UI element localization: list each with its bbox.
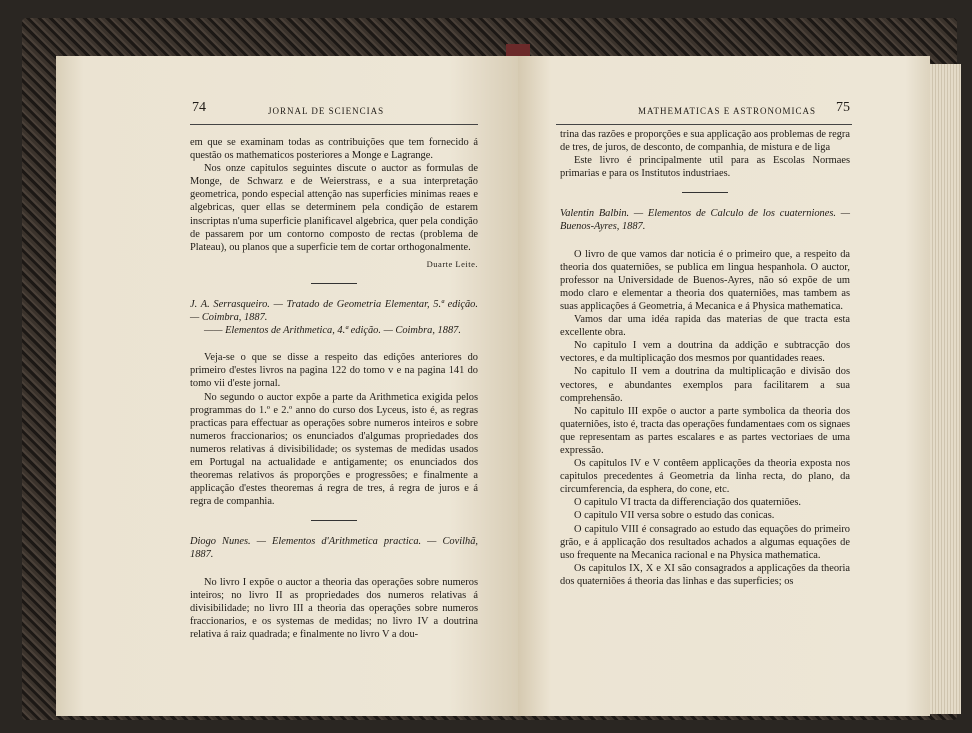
paragraph: O capitulo VII versa sobre o estudo das conicas. [574, 510, 775, 522]
review-heading: Diogo Nunes. — Elementos d'Arithmetica practica. — Covilhã, 1887. [190, 536, 478, 561]
header-rule [556, 124, 852, 125]
signature: Duarte Leite. [426, 258, 478, 269]
paragraph: O capitulo VI tracta da differenciação dos quaterniões. [574, 497, 801, 509]
page-number: 75 [836, 100, 850, 115]
book-spread [22, 18, 957, 720]
paragraph: trina das razões e proporções e sua applicação aos problemas de regra de tres, de juros, de desconto, de companhia, de mistura e de liga [560, 129, 850, 154]
page-number: 74 [192, 100, 206, 115]
paragraph: Nos onze capitulos seguintes discute o auctor as formulas de Monge, de Schwarz e de Weierstrass, e a sua interpretação geometrica, pondo especial attenção nas superficies minimas reaes e algebricas, quer ellas se determinem pela condição de estarem inscriptas n'uma superficie planificavel algebrica, quer pela condição de passarem por um contorno composto de rectas (problema de Plateau), ou planos que a superficie tem de cortar orthogonalmente. [190, 163, 478, 253]
page-edges [928, 64, 961, 714]
paragraph: No capitulo II vem a doutrina da multiplicação e divisão dos vectores, e abundantes exemplos para facilitarem a sua comprehensão. [560, 366, 850, 404]
paragraph: O capitulo VIII é consagrado ao estudo das equações do primeiro grão, e á applicação dos resultados achados a algumas equações de uso frequente na Mecanica racional e na Physica mathematica. [560, 523, 850, 561]
header-rule [190, 124, 478, 125]
review-heading: Valentin Balbin. — Elementos de Calculo de los cuaterniones. — Buenos-Ayres, 1887. [560, 208, 850, 233]
paragraph: Veja-se o que se disse a respeito das edições anteriores do primeiro d'estes livros na pagina 122 do tomo v e na pagina 141 do tomo vii d'este jornal. [190, 352, 478, 390]
review-title: — Tratado de Geometria Elementar, 5.ª edição. — Coimbra, 1887. [190, 298, 478, 324]
paragraph: Este livro é principalmente util para as Escolas Normaes primarias e para os Institutos industriaes. [560, 155, 850, 180]
paragraph: No capitulo I vem a doutrina da addição e subtracção dos vectores, e da multiplicação dos mesmos por quantidades reaes. [560, 340, 850, 365]
paragraph: Os capitulos IV e V contêem applicações da theoria exposta nos capitulos precedentes á Geometria da linha recta, do plano, da circumferencia, da esphera, do cone, etc. [560, 458, 850, 496]
left-page [56, 56, 518, 716]
review-heading [190, 298, 478, 324]
paragraph: Vamos dar uma idéa rapida das materias de que tracta esta excellente obra. [560, 314, 850, 339]
left-header [56, 102, 518, 122]
paragraph: No livro I expõe o auctor a theoria das operações sobre numeros inteiros; no livro II as propriedades dos numeros relativas á divisibilidade; no livro III a theoria das operações sobre numeros fraccionarios, e os systemas de medidas; no livro IV a doutrina relativa á raiz quadrada; e finalmente no livro V a dou- [190, 576, 478, 640]
separator [682, 192, 728, 193]
paragraph: Os capitulos IX, X e XI são consagrados a applicações da theoria dos quaterniões á theoria das linhas e das superficies; os [560, 562, 850, 587]
running-head: MATHEMATICAS E ASTRONOMICAS [638, 106, 817, 116]
paragraph: No capitulo III expõe o auctor a parte symbolica da theoria dos quaterniões, isto é, tracta das operações fundamentaes com os signaes que representam as partes escalares e as partes vectoriaes de uma expressão. [560, 405, 850, 456]
paragraph: No segundo o auctor expõe a parte da Arithmetica exigida pelos programmas do 1.º e 2.º anno do curso dos Lyceus, isto é, as regras practicas para effectuar as operações sobre numeros inteiros e sobre numeros fraccionarios; os enunciados d'algumas propriedades dos numeros relativas á divisibilidade; os systemas de medidas usados em Portugal na actualidade e antigamente; os enunciados dos theoremas relativos ás proporções e progressões; e finalmente a applicação d'estes theoremas á regra de tres, á regra de juros e á regra de companhia. [190, 391, 478, 508]
review-heading-2: —— Elementos de Arithmetica, 4.ª edição. — Coimbra, 1887. [204, 325, 461, 337]
review-author: J. A. Serrasqueiro. [190, 298, 270, 310]
right-page [518, 56, 930, 716]
paragraph: em que se examinam todas as contribuições que tem fornecido á questão os mathematicos posteriores a Monge e Lagrange. [190, 137, 478, 162]
right-header [518, 102, 930, 122]
separator [311, 283, 357, 284]
separator [311, 520, 357, 521]
left-body [190, 136, 478, 641]
paragraph: O livro de que vamos dar noticia é o primeiro que, a respeito da theoria dos quaterniões, se publica em lingua hespanhola. O auctor, professor na Universidade de Buenos-Ayres, não só expõe de um modo claro e elementar a theoria dos quaterniões, mas tambem as suas applicações á Geometria, á Mecanica e á Physica mathematica. [560, 248, 850, 312]
right-body [560, 128, 850, 588]
running-head: JORNAL DE SCIENCIAS [268, 106, 385, 116]
